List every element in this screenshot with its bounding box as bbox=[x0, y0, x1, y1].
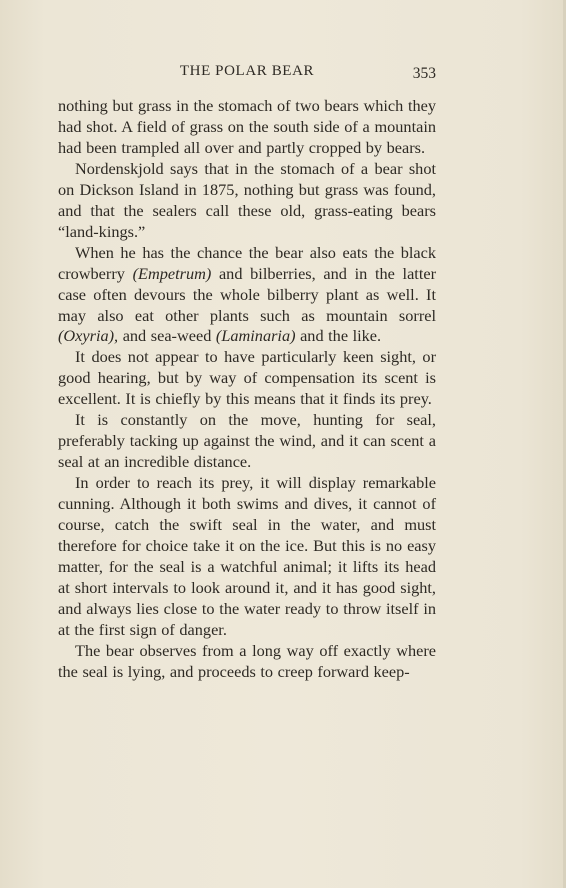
paragraph-text: It is constantly on the move, hunting for seal, preferably tacking up against the wind, and it can scent a seal at an incredible distance. bbox=[58, 410, 436, 472]
paragraph bbox=[58, 473, 436, 641]
paragraph bbox=[58, 410, 436, 473]
paragraph bbox=[58, 96, 436, 159]
latin-name-empetrum: (Empetrum) bbox=[132, 263, 212, 283]
page-number: 353 bbox=[412, 65, 436, 82]
body-text bbox=[58, 96, 436, 683]
paragraph bbox=[58, 641, 436, 683]
latin-name-laminaria: (Laminaria) bbox=[215, 326, 296, 346]
paragraph-text: Nordenskjold says that in the stomach of a bear shot on Dickson Island in 1875, nothing but grass was found, and that the sealers call these old, grass-eating bears “land-kings.” bbox=[58, 158, 436, 241]
paragraph-text: When he has the chance the bear also eats the black crowberry bbox=[58, 242, 436, 283]
paragraph-text: and the like. bbox=[295, 326, 382, 346]
page-header bbox=[58, 63, 436, 85]
paragraph bbox=[58, 243, 436, 348]
latin-name-oxyria: (Oxyria), bbox=[58, 326, 119, 346]
running-head: THE POLAR BEAR bbox=[179, 63, 315, 79]
paragraph-text: The bear observes from a long way off exactly where the seal is lying, and proceeds to creep forward keep- bbox=[58, 640, 436, 681]
paragraph-text: and sea-weed bbox=[118, 326, 216, 346]
paragraph bbox=[58, 347, 436, 410]
paragraph-text: In order to reach its prey, it will display remarkable cunning. Although it both swims and dives, it cannot of course, catch the swift seal in the water, and must therefore for choice take it on the ice. But this is no easy matter, for the seal is a watchful animal; it lifts its head at short intervals to look around it, and it has good sight, and always lies close to the water ready to throw itself in at the first sign of danger. bbox=[58, 473, 436, 639]
paragraph-text: It does not appear to have particularly keen sight, or good hearing, but by way of compensation its scent is excellent. It is chiefly by this means that it finds its prey. bbox=[58, 347, 436, 409]
paragraph-text: and bilberries, and in the latter case often devours the whole bilberry plant as well. It may also eat other plants such as mountain sorrel bbox=[58, 263, 436, 325]
paragraph bbox=[58, 159, 436, 243]
paragraph-text: nothing but grass in the stomach of two bears which they had shot. A field of grass on the south side of a mountain had been trampled all over and partly cropped by bears. bbox=[58, 96, 436, 157]
